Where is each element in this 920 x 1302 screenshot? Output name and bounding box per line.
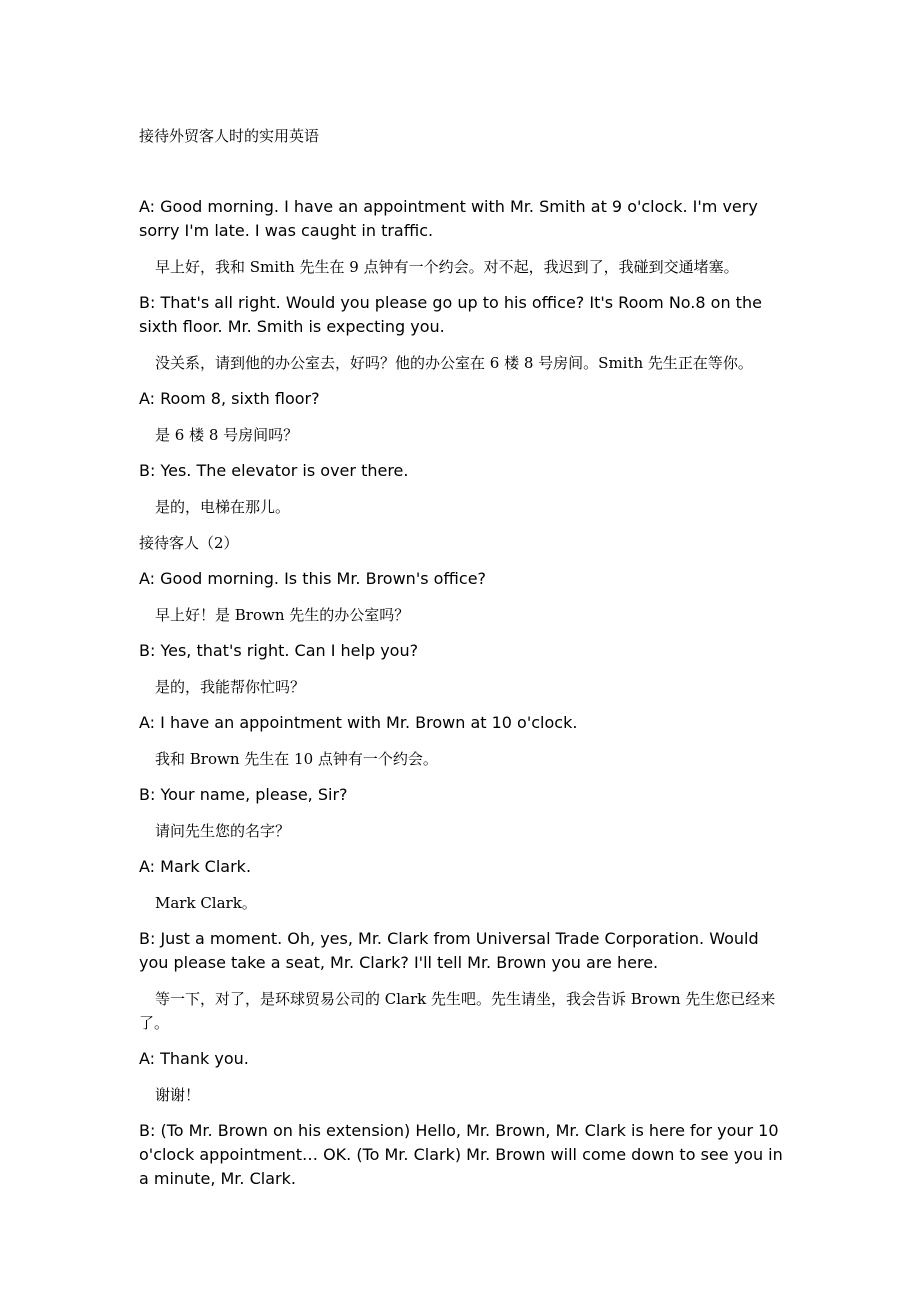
english-line: B: Yes, that's right. Can I help you? — [139, 641, 419, 660]
english-line: A: Room 8, sixth floor? — [139, 389, 320, 408]
chinese-translation: 请问先生您的名字？ — [155, 822, 291, 840]
chinese-translation: 谢谢！ — [155, 1086, 201, 1104]
english-line: B: Yes. The elevator is over there. — [139, 461, 409, 480]
chinese-translation: 等一下，对了，是环球贸易公司的 Clark 先生吧。先生请坐，我会告诉 Brown 先生您已经来了。 — [139, 990, 776, 1032]
english-line: A: Mark Clark. — [139, 857, 252, 876]
chinese-translation: 我和 Brown 先生在 10 点钟有一个约会。 — [155, 750, 438, 768]
chinese-translation: 没关系，请到他的办公室去，好吗？他的办公室在 6 楼 8 号房间。Smith 先生正在等你。 — [155, 354, 753, 372]
section-heading: 接待客人（2） — [139, 534, 239, 552]
chinese-translation: 早上好！是 Brown 先生的办公室吗？ — [155, 606, 410, 624]
document-title: 接待外贸客人时的实用英语 — [139, 127, 320, 145]
chinese-translation: 早上好，我和 Smith 先生在 9 点钟有一个约会。对不起，我迟到了，我碰到交通堵塞。 — [155, 258, 739, 276]
dialogue-content — [139, 195, 789, 1203]
chinese-translation: Mark Clark。 — [155, 894, 257, 912]
chinese-translation: 是 6 楼 8 号房间吗？ — [155, 426, 299, 444]
english-line: B: Your name, please, Sir? — [139, 785, 348, 804]
english-line: B: (To Mr. Brown on his extension) Hello, Mr. Brown, Mr. Clark is here for your 10 o'clock appointment… OK. (To Mr. Clark) Mr. Brown will come down to see you in a minute, Mr. Clark. — [139, 1121, 783, 1188]
english-line: A: Good morning. I have an appointment with Mr. Smith at 9 o'clock. I'm very sorry I'm late. I was caught in traffic. — [139, 197, 758, 240]
chinese-translation: 是的，我能帮你忙吗？ — [155, 678, 306, 696]
english-line: A: I have an appointment with Mr. Brown at 10 o'clock. — [139, 713, 578, 732]
english-line: B: That's all right. Would you please go up to his office? It's Room No.8 on the sixth floor. Mr. Smith is expecting you. — [139, 293, 762, 336]
english-line: B: Just a moment. Oh, yes, Mr. Clark from Universal Trade Corporation. Would you please take a seat, Mr. Clark? I'll tell Mr. Brown you are here. — [139, 929, 759, 972]
chinese-translation: 是的，电梯在那儿。 — [155, 498, 291, 516]
english-line: A: Thank you. — [139, 1049, 249, 1068]
english-line: A: Good morning. Is this Mr. Brown's office? — [139, 569, 487, 588]
